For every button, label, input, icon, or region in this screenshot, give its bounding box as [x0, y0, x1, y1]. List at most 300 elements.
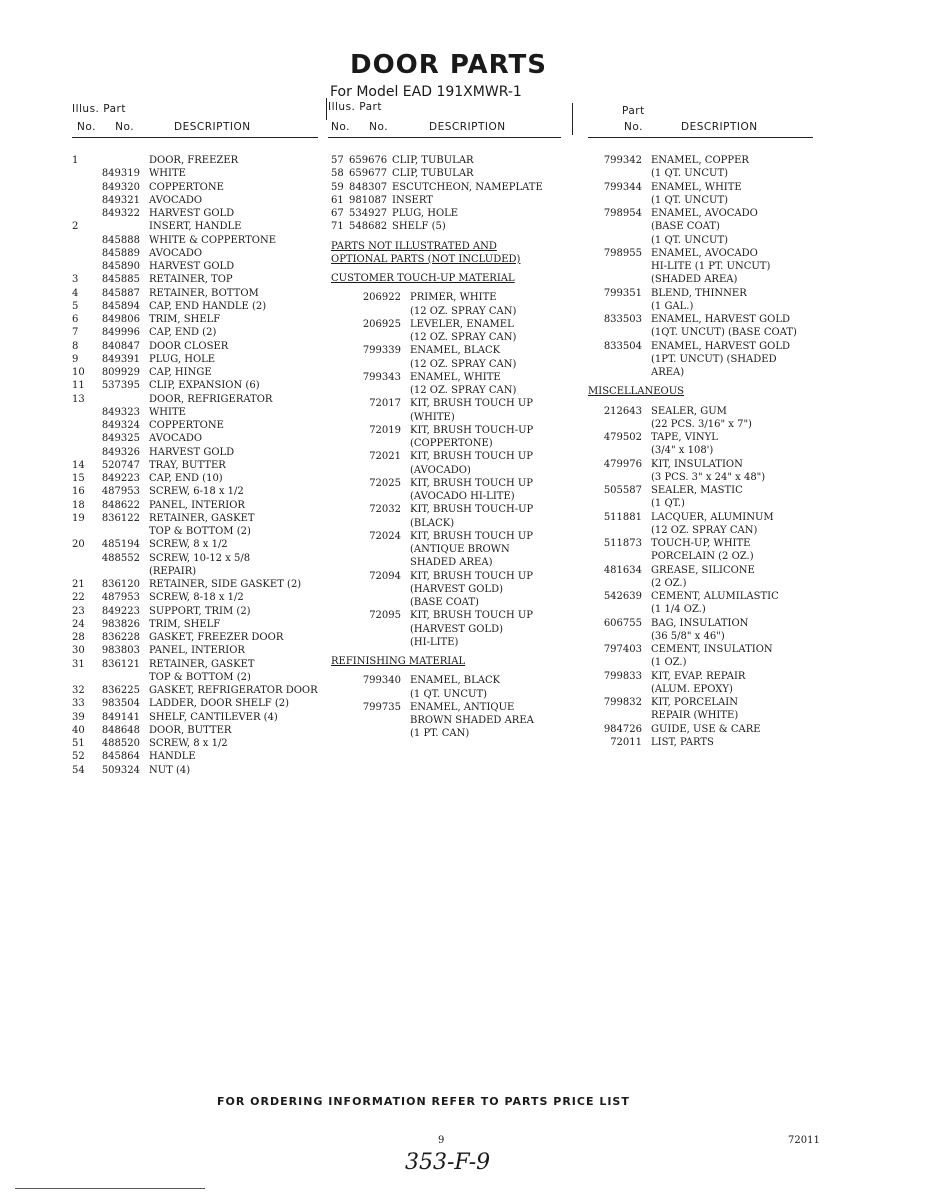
part-number — [331, 358, 410, 371]
part-description: WHITE — [149, 168, 186, 180]
part-row — [331, 344, 543, 357]
part-description: SEALER, GUM — [651, 405, 727, 417]
part-row — [588, 723, 797, 736]
part-description: ENAMEL, WHITE — [651, 181, 742, 193]
part-row — [588, 564, 797, 577]
part-row — [72, 287, 318, 300]
part-number: 849391 — [101, 353, 140, 365]
illus-number: 54 — [72, 764, 85, 776]
part-row — [331, 331, 543, 344]
part-row — [331, 490, 543, 503]
part-description: KIT, BRUSH TOUCH UP — [410, 570, 534, 582]
part-description: KIT, BRUSH TOUCH UP — [410, 610, 534, 622]
part-description: (AVOCADO HI-LITE) — [410, 491, 515, 502]
part-description: BAG, INSULATION — [651, 617, 749, 629]
part-description: SCREW, 10-12 x 5/8 — [149, 552, 251, 564]
section-heading — [331, 253, 543, 266]
part-description: AVOCADO — [149, 433, 203, 445]
part-row — [588, 234, 797, 247]
part-row — [588, 326, 797, 339]
part-row — [588, 340, 797, 353]
illus-number — [72, 207, 86, 220]
part-row — [72, 485, 318, 498]
part-row — [331, 596, 543, 609]
part-description: CAP, HINGE — [149, 367, 212, 378]
part-description: (12 OZ. SPRAY CAN) — [410, 305, 517, 317]
part-description: (COPPERTONE) — [410, 438, 493, 449]
header-divider — [326, 98, 327, 120]
part-number: 485194 — [101, 539, 140, 551]
part-description: CLIP, EXPANSION (6) — [149, 380, 260, 392]
part-row — [588, 484, 797, 497]
illus-number — [72, 671, 86, 684]
part-description: KIT, BRUSH TOUCH UP — [410, 451, 534, 463]
part-row — [72, 631, 318, 644]
part-row — [588, 313, 797, 326]
part-number — [86, 154, 149, 167]
part-number: 840847 — [101, 340, 140, 352]
illus-number: 10 — [72, 367, 85, 378]
part-description: BROWN SHADED AREA — [410, 715, 534, 726]
part-number — [331, 636, 410, 649]
illus-number: 39 — [72, 711, 85, 723]
part-description: SUPPORT, TRIM (2) — [149, 605, 251, 617]
part-description: (1 QT. UNCUT) — [651, 168, 729, 180]
part-number: 849223 — [101, 605, 140, 617]
part-description: (WHITE) — [410, 411, 455, 423]
part-description: (1 OZ.) — [651, 657, 687, 669]
part-description: HANDLE — [149, 751, 196, 763]
part-row — [72, 181, 318, 194]
part-description: RETAINER, GASKET — [149, 512, 255, 524]
part-number: 548682 — [349, 221, 388, 233]
part-row — [588, 154, 797, 167]
part-number: 511881 — [603, 511, 642, 523]
part-row — [72, 724, 318, 737]
part-description: (3/4" x 108') — [651, 445, 714, 457]
part-row — [331, 305, 543, 318]
part-number — [588, 194, 651, 207]
part-description: AREA) — [651, 367, 685, 378]
part-number — [588, 630, 651, 643]
part-number — [86, 220, 149, 233]
part-number: 479976 — [603, 458, 642, 470]
part-number — [588, 300, 651, 313]
part-description: RETAINER, GASKET — [149, 658, 255, 670]
part-number: 845887 — [101, 287, 140, 299]
part-description: SCREW, 8-18 x 1/2 — [149, 592, 244, 604]
part-row — [331, 181, 543, 194]
part-row — [331, 154, 543, 167]
illus-number: 20 — [72, 539, 85, 551]
part-row — [588, 537, 797, 550]
illus-number: 32 — [72, 685, 85, 696]
section-heading-text: CUSTOMER TOUCH-UP MATERIAL — [331, 273, 515, 284]
part-number: 849323 — [101, 406, 140, 418]
part-row — [588, 683, 797, 696]
part-number: 72017 — [369, 398, 401, 410]
part-number: 849319 — [101, 168, 140, 180]
illus-number: 52 — [72, 751, 85, 763]
part-number: 799351 — [603, 287, 642, 299]
illus-number: 28 — [72, 632, 85, 643]
part-number: 520747 — [101, 459, 140, 471]
part-description: (1 PT. CAN) — [410, 728, 470, 740]
part-description: GUIDE, USE & CARE — [651, 723, 761, 735]
part-number — [331, 727, 410, 740]
part-row — [331, 384, 543, 397]
part-row — [72, 194, 318, 207]
illus-number — [72, 446, 86, 459]
header-no-3: No. — [624, 121, 643, 133]
part-description: (1 1/4 OZ.) — [651, 604, 706, 616]
part-description: (BLACK) — [410, 517, 455, 529]
part-row — [72, 313, 318, 326]
part-description: CLIP, TUBULAR — [392, 155, 474, 166]
part-row — [331, 291, 543, 304]
part-description: DOOR, BUTTER — [149, 724, 232, 736]
illus-number — [72, 247, 86, 260]
illus-number: 22 — [72, 592, 85, 604]
illus-number: 1 — [72, 155, 79, 166]
illus-number: 59 — [331, 181, 344, 193]
illus-number — [72, 167, 86, 180]
part-row — [72, 353, 318, 366]
part-description: LIST, PARTS — [651, 736, 714, 748]
part-number: 836120 — [101, 579, 140, 590]
part-description: (2 OZ.) — [651, 577, 687, 589]
part-number: 845885 — [101, 274, 140, 286]
part-description: PORCELAIN (2 OZ.) — [651, 551, 754, 563]
part-number — [331, 464, 410, 477]
part-description: (1 GAL.) — [651, 300, 694, 312]
part-number: 72021 — [369, 451, 401, 463]
part-description: (36 5/8" x 46") — [651, 630, 725, 642]
part-number: 799735 — [362, 701, 401, 713]
illus-number: 24 — [72, 618, 85, 630]
part-row — [72, 260, 318, 273]
part-row — [331, 358, 543, 371]
part-row — [588, 696, 797, 709]
part-row — [331, 674, 543, 687]
part-row — [72, 565, 318, 578]
part-description: CAP, END HANDLE (2) — [149, 300, 267, 312]
part-description: INSERT, HANDLE — [149, 221, 242, 233]
part-description: SHELF (5) — [392, 221, 446, 233]
part-number — [331, 583, 410, 596]
part-number: 836122 — [101, 512, 140, 524]
part-description: GASKET, REFRIGERATOR DOOR — [149, 685, 318, 696]
part-number — [588, 471, 651, 484]
part-number: 849141 — [101, 711, 140, 723]
part-row — [331, 503, 543, 516]
part-number — [331, 331, 410, 344]
part-row — [588, 353, 797, 366]
parts-column-3 — [588, 154, 797, 749]
part-number: 487953 — [101, 592, 140, 604]
illus-number: 18 — [72, 499, 85, 511]
part-description: SCREW, 8 x 1/2 — [149, 738, 228, 749]
part-number: 72019 — [369, 424, 401, 436]
parts-column-1 — [72, 154, 318, 777]
model-subtitle: For Model EAD 191XMWR-1 — [330, 84, 522, 100]
part-number — [331, 596, 410, 609]
part-number: 848648 — [101, 724, 140, 736]
part-row — [588, 471, 797, 484]
illus-number: 2 — [72, 221, 79, 233]
part-row — [331, 543, 543, 556]
part-description: KIT, BRUSH TOUCH-UP — [410, 424, 534, 436]
illus-number: 14 — [72, 459, 85, 471]
part-description: (12 OZ. SPRAY CAN) — [410, 358, 517, 370]
part-row — [72, 618, 318, 631]
illus-number — [72, 234, 86, 247]
illus-number: 6 — [72, 314, 79, 325]
part-number: 833504 — [603, 340, 642, 352]
part-number: 981087 — [349, 194, 388, 206]
part-row — [331, 194, 543, 207]
header-no-no-2: No. No. — [331, 121, 389, 133]
ordering-footer: FOR ORDERING INFORMATION REFER TO PARTS PRICE LIST — [217, 1095, 630, 1108]
illus-number: 3 — [72, 274, 79, 286]
illus-number: 4 — [72, 287, 79, 299]
part-number: 212643 — [603, 405, 642, 417]
part-number: 799832 — [603, 697, 642, 708]
part-number: 799339 — [362, 345, 401, 357]
part-number: 799833 — [603, 670, 642, 682]
part-number — [331, 543, 410, 556]
part-description: DOOR, FREEZER — [149, 155, 239, 166]
column-divider — [572, 103, 573, 135]
part-description: GASKET, FREEZER DOOR — [149, 632, 284, 643]
part-row — [331, 477, 543, 490]
part-row — [72, 697, 318, 710]
part-number — [331, 490, 410, 503]
section-heading-text: MISCELLANEOUS — [588, 386, 685, 398]
part-row — [588, 630, 797, 643]
part-number: 488552 — [101, 552, 140, 564]
part-description: HARVEST GOLD — [149, 208, 235, 219]
part-number — [331, 411, 410, 424]
part-description: (12 OZ. SPRAY CAN) — [651, 524, 758, 536]
part-number: 849320 — [101, 181, 140, 193]
part-description: ENAMEL, COPPER — [651, 155, 749, 166]
part-number — [86, 393, 149, 406]
illus-number — [72, 194, 86, 207]
part-row — [72, 167, 318, 180]
illus-number: 33 — [72, 698, 85, 710]
part-row — [72, 432, 318, 445]
part-description: TRIM, SHELF — [149, 314, 221, 325]
illus-number: 11 — [72, 380, 85, 392]
part-description: KIT, PORCELAIN — [651, 697, 738, 708]
part-number — [86, 525, 149, 538]
part-description: LACQUER, ALUMINUM — [651, 511, 774, 523]
part-description: AVOCADO — [149, 194, 203, 206]
part-description: KIT, BRUSH TOUCH UP — [410, 398, 534, 410]
part-row — [72, 764, 318, 777]
part-description: RETAINER, SIDE GASKET (2) — [149, 579, 302, 590]
part-row — [588, 643, 797, 656]
part-description: (ANTIQUE BROWN — [410, 544, 510, 555]
part-number: 537395 — [101, 380, 140, 392]
page-title: DOOR PARTS — [350, 50, 547, 80]
illus-number — [72, 181, 86, 194]
illus-number: 30 — [72, 645, 85, 657]
part-number: 849223 — [101, 473, 140, 484]
part-row — [588, 511, 797, 524]
part-row — [331, 207, 543, 220]
illus-number: 15 — [72, 473, 85, 484]
part-row — [588, 736, 797, 749]
part-description: (1QT. UNCUT) (BASE COAT) — [651, 327, 797, 339]
part-number — [331, 556, 410, 569]
part-row — [331, 530, 543, 543]
part-number — [588, 234, 651, 247]
section-heading-text: PARTS NOT ILLUSTRATED AND — [331, 240, 497, 252]
part-row — [72, 552, 318, 565]
part-description: (ALUM. EPOXY) — [651, 683, 733, 695]
part-row — [72, 273, 318, 286]
part-number: 487953 — [101, 486, 140, 498]
page-code: 72011 — [788, 1135, 820, 1146]
part-row — [72, 340, 318, 353]
part-description: TRIM, SHELF — [149, 618, 221, 630]
part-row — [331, 318, 543, 331]
part-row — [588, 603, 797, 616]
part-number — [331, 517, 410, 530]
part-description: HARVEST GOLD — [149, 446, 235, 458]
part-description: (AVOCADO) — [410, 464, 471, 476]
part-number: 849321 — [101, 194, 140, 206]
part-number: 799340 — [362, 675, 401, 687]
part-number: 542639 — [603, 591, 642, 602]
part-row — [72, 538, 318, 551]
part-number: 848307 — [349, 181, 388, 193]
part-number: 798955 — [603, 247, 642, 259]
illus-number: 67 — [331, 208, 344, 219]
part-description: (1 QT.) — [651, 498, 685, 510]
part-description: (REPAIR) — [149, 565, 197, 577]
part-description: PANEL, INTERIOR — [149, 499, 245, 511]
part-number: 606755 — [603, 617, 642, 629]
part-number — [588, 683, 651, 696]
section-heading-text: REFINISHING MATERIAL — [331, 656, 466, 667]
illus-number — [72, 432, 86, 445]
part-number: 488520 — [101, 738, 140, 749]
part-description: (22 PCS. 3/16" x 7") — [651, 418, 752, 430]
part-description: INSERT — [392, 194, 433, 206]
part-row — [72, 207, 318, 220]
part-number: 206925 — [362, 318, 401, 330]
part-number — [331, 305, 410, 318]
part-number: 659676 — [349, 155, 388, 166]
illus-number: 23 — [72, 605, 85, 617]
part-description: TAPE, VINYL — [651, 432, 718, 443]
part-number — [588, 444, 651, 457]
section-heading — [588, 385, 797, 398]
illus-number — [72, 419, 86, 432]
part-number: 849996 — [101, 327, 140, 339]
part-row — [588, 300, 797, 313]
part-description: (BASE COAT) — [410, 597, 479, 608]
part-number: 509324 — [101, 764, 140, 776]
part-row — [72, 379, 318, 392]
part-row — [72, 154, 318, 167]
part-number — [588, 524, 651, 537]
part-description: KIT, BRUSH TOUCH UP — [410, 530, 534, 542]
part-row — [588, 458, 797, 471]
part-row — [588, 220, 797, 233]
part-number: 797403 — [603, 644, 642, 655]
part-number: 799343 — [362, 371, 401, 383]
part-number: 983504 — [101, 698, 140, 710]
part-description: KIT, EVAP. REPAIR — [651, 670, 746, 682]
part-row — [588, 418, 797, 431]
header-illus-part-2: Illus. Part — [328, 101, 382, 113]
part-number: 72011 — [610, 736, 642, 748]
part-description: ENAMEL, WHITE — [410, 371, 501, 383]
header-part-3: Part — [622, 105, 645, 117]
part-description: (SHADED AREA) — [651, 274, 738, 286]
part-description: CEMENT, INSULATION — [651, 644, 773, 655]
part-number: 659677 — [349, 168, 388, 180]
part-row — [588, 444, 797, 457]
illus-number — [72, 406, 86, 419]
part-number: 72094 — [369, 570, 401, 582]
part-description: ENAMEL, AVOCADO — [651, 208, 758, 219]
part-number: 845890 — [101, 261, 140, 272]
part-row — [72, 326, 318, 339]
part-row — [72, 393, 318, 406]
part-description: SHELF, CANTILEVER (4) — [149, 711, 278, 723]
part-number: 479502 — [603, 432, 642, 443]
part-description: TOP & BOTTOM (2) — [149, 671, 251, 683]
part-description: (3 PCS. 3" x 24" x 48") — [651, 471, 766, 483]
part-row — [72, 525, 318, 538]
section-heading — [331, 272, 543, 285]
illus-number: 71 — [331, 221, 344, 233]
illus-number: 5 — [72, 300, 79, 312]
part-description: (HI-LITE) — [410, 636, 459, 648]
part-description: DOOR CLOSER — [149, 340, 229, 352]
part-description: (1 QT. UNCUT) — [651, 234, 729, 246]
header-rule-2 — [328, 137, 561, 138]
part-number: 505587 — [603, 485, 642, 496]
part-row — [588, 656, 797, 669]
illus-number: 31 — [72, 658, 85, 670]
part-row — [331, 570, 543, 583]
header-no-no-1: No. No. — [77, 121, 135, 133]
part-description: ENAMEL, BLACK — [410, 675, 501, 687]
part-row — [331, 688, 543, 701]
part-number — [86, 565, 149, 578]
part-row — [72, 512, 318, 525]
part-number — [331, 437, 410, 450]
part-number — [588, 577, 651, 590]
illus-number: 9 — [72, 353, 79, 365]
part-row — [331, 609, 543, 622]
part-row — [588, 167, 797, 180]
part-row — [588, 670, 797, 683]
part-description: KIT, BRUSH TOUCH UP — [410, 477, 534, 489]
part-number: 845894 — [101, 300, 140, 312]
part-row — [331, 411, 543, 424]
part-row — [331, 167, 543, 180]
part-row — [588, 207, 797, 220]
part-row — [588, 260, 797, 273]
part-description: TOUCH-UP, WHITE — [651, 538, 751, 549]
